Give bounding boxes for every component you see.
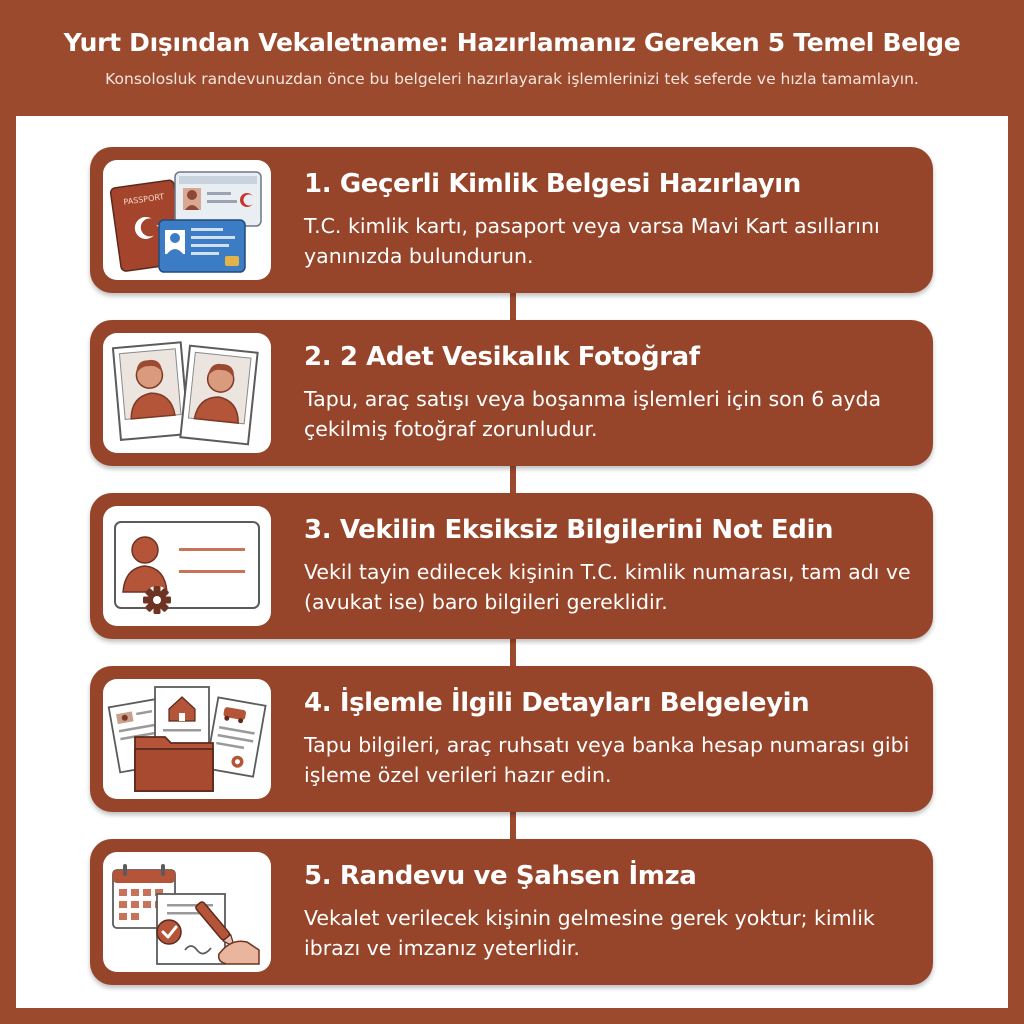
portrait-photos-icon: [107, 335, 267, 451]
passport-id-cards-icon: [107, 162, 267, 278]
step-title-2: 2. 2 Adet Vesikalık Fotoğraf: [304, 342, 700, 372]
page-title: Yurt Dışından Vekaletname: Hazırlamanız Gereken 5 Temel Belge: [63, 28, 961, 57]
step-title-5: 5. Randevu ve Şahsen İmza: [304, 861, 697, 891]
step-card-5: [90, 839, 933, 985]
step-icon-box-1: [103, 160, 271, 280]
header: [0, 0, 1024, 116]
step-icon-box-3: [103, 506, 271, 626]
passport-label: PASSPORT: [122, 192, 165, 207]
profile-card-gear-icon: [107, 508, 267, 624]
documents-folder-icon: [107, 681, 267, 797]
step-icon-box-2: [103, 333, 271, 453]
step-description-5: Vekalet verilecek kişinin gelmesine gerek yoktur; kimlik ibrazı ve imzanız yeterlidir.: [304, 906, 875, 960]
step-description-1: T.C. kimlik kartı, pasaport veya varsa Mavi Kart asıllarını yanınızda bulundurun.: [304, 214, 880, 268]
step-title-4: 4. İşlemle İlgili Detayları Belgeleyin: [304, 688, 810, 718]
step-description-4: Tapu bilgileri, araç ruhsatı veya banka hesap numarası gibi işleme özel verileri hazır edin.: [304, 733, 910, 787]
page-subtitle: Konsolosluk randevunuzdan önce bu belgeleri hazırlayarak işlemlerinizi tek seferde ve hızla tamamlayın.: [105, 70, 919, 88]
step-title-1: 1. Geçerli Kimlik Belgesi Hazırlayın: [304, 169, 801, 199]
step-icon-box-4: [103, 679, 271, 799]
step-title-3: 3. Vekilin Eksiksiz Bilgilerini Not Edin: [304, 515, 834, 545]
step-card-2: [90, 320, 933, 466]
step-icon-box-5: [103, 852, 271, 972]
step-card-3: [90, 493, 933, 639]
step-card-1: [90, 147, 933, 293]
step-description-3: Vekil tayin edilecek kişinin T.C. kimlik numarası, tam adı ve (avukat ise) baro bilgileri gereklidir.: [304, 560, 911, 614]
calendar-signature-icon: [107, 854, 267, 970]
step-card-4: [90, 666, 933, 812]
step-description-2: Tapu, araç satışı veya boşanma işlemleri için son 6 ayda çekilmiş fotoğraf zorunludur.: [304, 387, 882, 441]
